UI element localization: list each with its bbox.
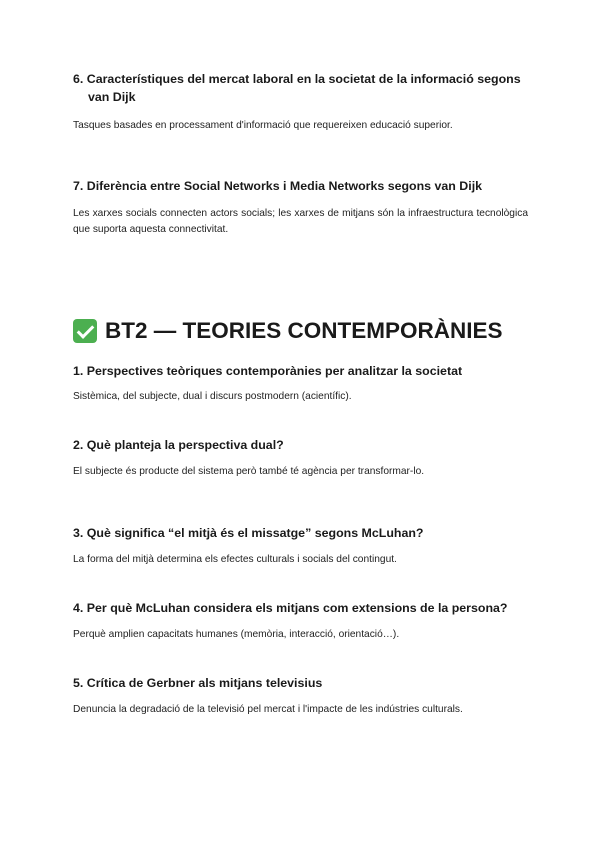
question-heading: 2. Què planteja la perspectiva dual?	[73, 438, 284, 452]
answer-text: Tasques basades en processament d'informació que requereixen educació superior.	[73, 120, 453, 131]
question-heading: 7. Diferència entre Social Networks i Media Networks segons van Dijk	[73, 179, 483, 193]
check-mark-icon	[73, 319, 97, 343]
question-heading: 3. Què significa “el mitjà és el missatge” segons McLuhan?	[73, 526, 424, 540]
answer-text: El subjecte és producte del sistema però també té agència per transformar-lo.	[73, 466, 425, 477]
question-block-bt2-1	[73, 362, 528, 405]
answer-text: Perquè amplien capacitats humanes (memòria, interacció, orientació…).	[73, 629, 400, 640]
answer-text: Denuncia la degradació de la televisió pel mercat i l'impacte de les indústries culturals.	[73, 704, 463, 715]
question-heading: 1. Perspectives teòriques contemporànies per analitzar la societat	[73, 364, 463, 378]
answer-text: Les xarxes socials connecten actors socials; les xarxes de mitjans són la infraestructura tecnològica que suporta aquesta connectivitat.	[73, 208, 528, 235]
section-title-text: BT2 — TEORIES CONTEMPORÀNIES	[105, 318, 503, 343]
answer-text: Sistèmica, del subjecte, dual i discurs postmodern (acientífic).	[73, 391, 352, 402]
section-heading	[73, 313, 533, 349]
question-heading: 6. Característiques del mercat laboral en la societat de la informació segons van Dijk	[73, 72, 521, 104]
question-block-bt2-2	[73, 436, 528, 480]
question-block-bt2-5	[73, 674, 528, 718]
answer-text: La forma del mitjà determina els efectes culturals i socials del contingut.	[73, 554, 397, 565]
question-block-6	[73, 70, 528, 134]
question-heading: 4. Per què McLuhan considera els mitjans com extensions de la persona?	[73, 601, 508, 615]
question-heading: 5. Crítica de Gerbner als mitjans televisius	[73, 676, 323, 690]
question-block-bt2-3	[73, 524, 528, 568]
question-block-bt2-4	[73, 599, 528, 643]
question-block-7	[73, 177, 528, 237]
